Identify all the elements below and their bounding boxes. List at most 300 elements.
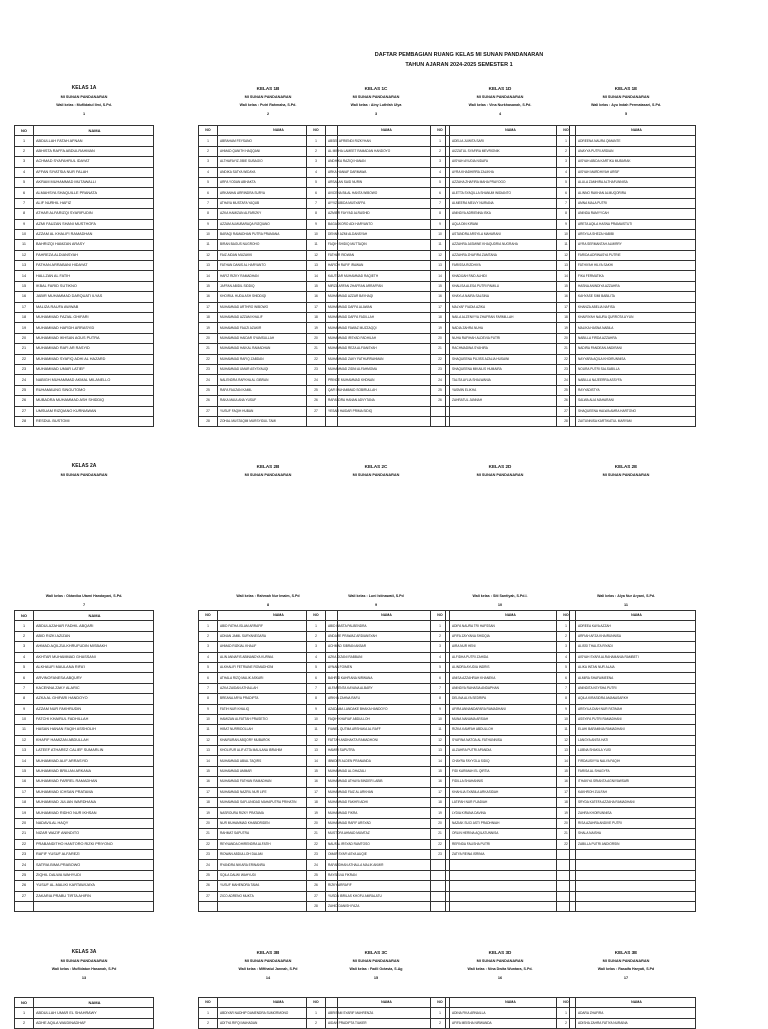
row-number [431, 870, 450, 880]
row-number: 2 [15, 1018, 34, 1028]
student-name: MUHAMMAD FATHAN RAMADHAN [218, 777, 338, 787]
table-row [307, 725, 446, 735]
row-number: 12 [199, 250, 218, 260]
student-name: ABDULLAH UMAR EL SHAHRAWY [34, 1008, 154, 1018]
table-row [431, 177, 570, 187]
student-name [576, 891, 696, 901]
table-row [307, 302, 446, 312]
student-name: AZMIER FAYYAD ALRASHID [326, 209, 446, 219]
table-row [307, 652, 446, 662]
table-row [15, 881, 154, 891]
row-number: 18 [431, 798, 450, 808]
student-name: MUHAMMAD UMAR LATIEF [34, 364, 154, 374]
class-heading [306, 84, 446, 125]
student-name: MUHAMMAD ALIF ARRASYID [34, 756, 154, 766]
class-name: KELAS 3D [488, 950, 512, 955]
row-number [431, 891, 450, 901]
table-row [307, 818, 446, 828]
row-number [431, 901, 450, 911]
table-row [557, 870, 696, 880]
row-number: 6 [15, 673, 34, 683]
column-header-nama: NAMA [218, 998, 338, 1008]
row-number: 7 [199, 683, 218, 693]
student-name: ASSYIFA PUTRI RAMADHANI [576, 714, 696, 724]
row-number: 1 [15, 1008, 34, 1018]
table-row [15, 344, 154, 354]
row-number: 18 [15, 798, 34, 808]
table-row [307, 829, 446, 839]
student-name: ANDIKA SATYA WIDAYA [218, 167, 338, 177]
student-name: HASNA ANINDIYA AZZAHRA [576, 281, 696, 291]
row-number: 8 [307, 209, 326, 219]
table-row [557, 323, 696, 333]
student-name: ZAKARIA PRABU TIRTA AHIFIN [34, 891, 154, 901]
row-number: 2 [431, 1018, 450, 1028]
row-number: 21 [431, 344, 450, 354]
student-name: BAGASKORO ADI HARYANTO [326, 219, 446, 229]
table-row [307, 756, 446, 766]
table-row [431, 870, 570, 880]
table-row [15, 725, 154, 735]
row-number: 19 [199, 323, 218, 333]
school-name: MI SUNAN PANDANARAN [352, 959, 400, 963]
row-number: 28 [307, 901, 326, 911]
student-name: FAIZ AIDAN MUZAKKI [218, 250, 338, 260]
table-row [431, 396, 570, 406]
student-name [450, 881, 570, 891]
student-name [450, 870, 570, 880]
table-row [431, 281, 570, 291]
class-block-kelas-3a [14, 948, 154, 1029]
table-row [307, 323, 446, 333]
student-name: NAZIAK SUCI ASTI PRADHNIAH [450, 818, 570, 828]
student-name: AFFAN SIYATSIA NUR FALAH [34, 167, 154, 177]
table-row [15, 385, 154, 395]
row-number: 25 [15, 385, 34, 395]
table-row [15, 250, 154, 260]
row-number: 5 [557, 662, 576, 672]
table-header-row [557, 611, 696, 621]
row-number: 19 [307, 808, 326, 818]
row-number: 8 [15, 209, 34, 219]
table-row [431, 209, 570, 219]
table-row [431, 901, 570, 911]
table-row [15, 364, 154, 374]
row-number: 16 [431, 777, 450, 787]
student-name: RAFA FAUZAN KAMIL [218, 385, 338, 395]
table-row [431, 219, 570, 229]
student-name [450, 860, 570, 870]
class-name: KELAS 2E [614, 464, 638, 469]
class-block-kelas-2c [306, 462, 446, 912]
table-row [557, 642, 696, 652]
student-name: ANISA AZZAHRAH KHANEKA [450, 673, 570, 683]
student-name: TALITA AYLIA SHALWANIA [450, 375, 570, 385]
student-name: RAFIF YUSUF ALFAREZI [34, 849, 154, 859]
table-row [15, 683, 154, 693]
student-name: AZZAHA ZHAFIRA MAHA PRAYOGO [450, 177, 570, 187]
school-name: MI SUNAN PANDANARAN [60, 959, 108, 963]
row-number [557, 891, 576, 901]
class-block-kelas-1e [556, 84, 696, 427]
school-name: MI SUNAN PANDANARAN [60, 95, 108, 99]
row-number: 19 [307, 323, 326, 333]
row-number: 2 [15, 631, 34, 641]
student-name: KACENNA ZAKY ALARIC [34, 683, 154, 693]
student-name: SHAQUEENA MIKAILIS HUMAIRA [450, 364, 570, 374]
table-row [307, 673, 446, 683]
student-name: MUHAMMAD SYAFIQ ADHI AL HAZARD [34, 354, 154, 364]
row-number: 10 [15, 714, 34, 724]
student-name: LYDIA KIRANA DAVINA [450, 808, 570, 818]
student-name: RACHMADINA SYAHIRA [450, 344, 570, 354]
student-name: MUHAMMAD IKHSAN AGUS PUTRA [34, 333, 154, 343]
student-name: YUSDA IBRILAS KHOFU AMRALATU [326, 891, 446, 901]
table-row [557, 756, 696, 766]
student-name: ANINDYA ADRIENNA ISKA [450, 209, 570, 219]
table-row [557, 416, 696, 426]
student-name: ABID FATHA ISLAM ARRAFIF [218, 621, 338, 631]
table-row [15, 777, 154, 787]
row-number: 22 [15, 839, 34, 849]
row-number: 17 [431, 787, 450, 797]
student-name: ALIF NURHIL HAFIZ [34, 198, 154, 208]
row-number: 5 [15, 177, 34, 187]
student-name: ADHE AQILA WAIDINADHAF [34, 1018, 154, 1028]
row-number: 22 [199, 354, 218, 364]
student-table [556, 610, 696, 912]
table-row [15, 652, 154, 662]
student-name: BAHRIZQI HAMZAN ARASY [34, 240, 154, 250]
table-row [557, 714, 696, 724]
table-row [15, 229, 154, 239]
column-header-nama: NAMA [218, 126, 338, 136]
student-name: MUHAMMAD RIDHO NUR IKHSAN [34, 808, 154, 818]
row-number: 3 [307, 642, 326, 652]
student-name: AMNA MALA PUTRI [576, 198, 696, 208]
table-row [557, 364, 696, 374]
student-table [306, 125, 446, 427]
student-name: NASROURA RIZKY PRATAMA [218, 808, 338, 818]
student-name [450, 891, 570, 901]
student-name: ANAYYA PUTRI ARDIAN [576, 146, 696, 156]
row-number: 2 [307, 1018, 326, 1028]
row-number: 20 [431, 818, 450, 828]
row-number: 17 [199, 302, 218, 312]
row-number: 19 [15, 323, 34, 333]
table-row [431, 333, 570, 343]
table-row [307, 777, 446, 787]
row-number: 22 [557, 839, 576, 849]
table-row [307, 1008, 446, 1018]
class-name: KELAS 3C [364, 950, 388, 955]
student-name: DELINA ALYA SEDRIPA [450, 694, 570, 704]
student-name: ALFIDHA PUTRI ZAHIDA [450, 652, 570, 662]
student-name: AZKA DIZANI RABBANI [326, 652, 446, 662]
table-row [431, 146, 570, 156]
row-number: 5 [431, 662, 450, 672]
student-name: ANDHIKA RAZIQI HANAN [326, 157, 446, 167]
table-header-row [557, 126, 696, 136]
student-name: MUHAMMAD HAFIDH ARRASYID [34, 323, 154, 333]
row-number: 17 [15, 787, 34, 797]
row-number: 17 [431, 302, 450, 312]
table-row [307, 870, 446, 880]
row-number: 6 [431, 673, 450, 683]
table-row [431, 188, 570, 198]
row-number: 9 [15, 219, 34, 229]
student-name: ADREENA NAURA QIMANTE [576, 136, 696, 146]
student-name: AFIRA ANNANDAFARA RAMADHANI [450, 704, 570, 714]
row-number: 23 [431, 364, 450, 374]
student-name: RAYYADISTYA [576, 385, 696, 395]
class-name: KELAS 2B [256, 464, 280, 469]
student-name: NADIA ZAHRA NUHA [450, 323, 570, 333]
column-header-no: NO [199, 126, 218, 136]
class-name: KELAS 1D [488, 86, 512, 91]
row-number: 18 [307, 313, 326, 323]
table-row [557, 292, 696, 302]
student-name: ZABILLA PUTRI ANDIORSIN [576, 839, 696, 849]
row-number: 13 [557, 261, 576, 271]
student-table [306, 997, 446, 1029]
table-row [557, 849, 696, 859]
student-name: REFINDA FALISHA PUTRI [450, 839, 570, 849]
student-name: MUHAMMAD HAIDAR SYAMSULLAH [218, 333, 338, 343]
table-row [307, 1018, 446, 1028]
row-number: 1 [431, 621, 450, 631]
student-name [450, 901, 570, 911]
row-number: 8 [199, 209, 218, 219]
table-row [307, 354, 446, 364]
student-name: NUHA RAFIHAH ALDEVIA PUTRI [450, 333, 570, 343]
row-number: 27 [199, 891, 218, 901]
spacer [306, 479, 446, 592]
student-name: LATEEF ATHAREZ CALIEF SUMARLIN [34, 746, 154, 756]
table-header-row [307, 611, 446, 621]
table-row [307, 766, 446, 776]
row-number: 2 [557, 1018, 576, 1028]
table-row [307, 364, 446, 374]
student-name: FATHAN DANIS AL HARYANTO [218, 261, 338, 271]
table-row [307, 250, 446, 260]
table-row [557, 881, 696, 891]
student-name: AISYAH SYAFA ALRAHAMANIA RAMBETI [576, 652, 696, 662]
student-name: ZAHRATUL JANNAH [450, 396, 570, 406]
column-header-no: NO [557, 126, 576, 136]
table-row [307, 271, 446, 281]
student-name: SATRIA BIMA PRABOWO [34, 860, 154, 870]
student-name: MUHAMMAD JULIAN WARDHANA [34, 798, 154, 808]
student-name: FATHAR RIDWAN [326, 250, 446, 260]
table-row [307, 146, 446, 156]
row-number: 15 [307, 766, 326, 776]
row-number: 20 [199, 333, 218, 343]
row-number: 16 [199, 292, 218, 302]
table-row [15, 1018, 154, 1028]
row-number: 6 [199, 673, 218, 683]
student-name: MUHAMMAD ICHSAN PRATAMA [34, 787, 154, 797]
table-row [557, 250, 696, 260]
student-name: SYAFINA NATOA AL FATHUNNISA [450, 735, 570, 745]
row-number: 18 [431, 313, 450, 323]
table-row [307, 881, 446, 891]
student-name: KHANZA ABELIA NAFISA [576, 302, 696, 312]
row-number: 1 [557, 136, 576, 146]
column-header-no: NO [431, 611, 450, 621]
row-number: 9 [307, 704, 326, 714]
table-row [15, 766, 154, 776]
row-number: 21 [557, 344, 576, 354]
student-name [34, 901, 154, 911]
row-number: 9 [557, 704, 576, 714]
student-name: HALLZAN AL FATIH [34, 271, 154, 281]
row-number: 20 [15, 333, 34, 343]
student-name: FIRDAUSIYYA NALYA FAQIH [576, 756, 696, 766]
row-number: 22 [15, 354, 34, 364]
homeroom-teacher: Wali kelas : Rasaifa Haryati, S.Pd [597, 967, 655, 971]
row-number: 26 [307, 881, 326, 891]
student-name: MUHAMMAD ZAKY FATHURRAHMAN [326, 354, 446, 364]
table-row [431, 292, 570, 302]
row-number: 11 [557, 725, 576, 735]
table-row [557, 673, 696, 683]
row-number: 18 [557, 798, 576, 808]
student-name: ABRAHAM FEYSANO [218, 136, 338, 146]
class-block-kelas-2d [430, 462, 570, 912]
row-number: 1 [557, 1008, 576, 1018]
row-number: 2 [307, 631, 326, 641]
row-number: 21 [557, 829, 576, 839]
class-name: KELAS 3B [256, 950, 280, 955]
table-row [431, 725, 570, 735]
student-name: MUHAMMAD UMAR ASYSYAUQI [218, 364, 338, 374]
student-name: NADIRA PANDEAN ANDIRANI [576, 344, 696, 354]
student-name: AZMI FAUZAN SHANI MUSTHOFA [34, 219, 154, 229]
student-name: NALENDRA RAFKHA AL GIBRAN [218, 375, 338, 385]
table-row [307, 901, 446, 911]
row-number: 4 [199, 652, 218, 662]
student-name: MUHAMMAD AZZAR BAYHAQI [326, 292, 446, 302]
row-number: 9 [431, 219, 450, 229]
student-name: RAFARDHAN ATHALLA MALIK AKMIR [326, 860, 446, 870]
table-row [431, 642, 570, 652]
student-table [14, 125, 154, 427]
student-name: AZZAM NUR FAKHRUDIN [34, 704, 154, 714]
table-row [307, 839, 446, 849]
student-name [326, 416, 446, 426]
row-number: 11 [15, 240, 34, 250]
student-name: ABRISAM SYARIF MAHRENZA [326, 1008, 446, 1018]
table-row [307, 406, 446, 416]
table-row [307, 261, 446, 271]
row-number: 2 [557, 146, 576, 156]
row-number: 1 [199, 1008, 218, 1018]
student-name: ABDULLAH FATAH AFNAN [34, 136, 154, 146]
student-name: YUSUF MAHENDRA TAMA [218, 881, 338, 891]
student-name: MUHAMMAD BRILIAN ARKANA [34, 766, 154, 776]
row-number: 14 [199, 756, 218, 766]
student-name: MUHAMMAD FAUZI AZAKIR [218, 323, 338, 333]
table-row [15, 375, 154, 385]
row-number: 4 [557, 652, 576, 662]
row-number: 21 [199, 344, 218, 354]
table-row [557, 313, 696, 323]
student-name: ANINDITA KEYSHA PUTRI [576, 683, 696, 693]
room-number: 1 [82, 112, 86, 116]
row-number: 22 [199, 839, 218, 849]
row-number: 20 [199, 818, 218, 828]
student-name: KHAIRIYAH NAURA QURROTA A'YUN [576, 313, 696, 323]
school-name: MI SUNAN PANDANARAN [602, 473, 650, 477]
row-number: 16 [557, 777, 576, 787]
column-header-no: NO [431, 126, 450, 136]
student-name: ZAITUNNISA KARTIKATUL MARYAM [576, 416, 696, 426]
student-name [576, 870, 696, 880]
row-number: 28 [15, 416, 34, 426]
student-name: AZZAM AL KHALIFI RAMADHAN [34, 229, 154, 239]
row-number: 1 [431, 1008, 450, 1018]
column-header-nama: NAMA [576, 998, 696, 1008]
student-name: MUHAMMAD ABIAL TAQIRS [218, 756, 338, 766]
student-name: YASMIN ELIKHA [450, 385, 570, 395]
student-name: FAQIH SHIDIQ MUTTAQIN [326, 240, 446, 250]
student-name: AHMAD QANITH HAQQANI [218, 146, 338, 156]
table-row [557, 157, 696, 167]
table-row [557, 240, 696, 250]
student-name: ALMAHSYA SHAQUILLE PRANATA [34, 188, 154, 198]
row-number: 21 [15, 344, 34, 354]
row-number: 11 [199, 240, 218, 250]
row-number: 9 [15, 704, 34, 714]
row-number: 26 [307, 396, 326, 406]
row-number: 1 [15, 621, 34, 631]
row-number: 19 [557, 808, 576, 818]
row-number: 6 [199, 188, 218, 198]
row-number: 11 [307, 240, 326, 250]
student-name: KHOLIFUR ALIF ATTA MAULANA IBRAHIM [218, 746, 338, 756]
student-name: MALYAF FIADIA AZIKA [450, 302, 570, 312]
student-table [430, 997, 570, 1029]
row-number: 24 [557, 375, 576, 385]
row-number: 13 [15, 746, 34, 756]
class-name: KELAS 1B [256, 86, 280, 91]
class-heading [14, 462, 154, 610]
table-row [431, 714, 570, 724]
table-row [15, 177, 154, 187]
class-block-kelas-2e [556, 462, 696, 912]
school-name: MI SUNAN PANDANARAN [244, 959, 292, 963]
column-header-nama: NAMA [326, 126, 446, 136]
student-name: RISA AZAHRA ANDIVE PUTRI [576, 818, 696, 828]
student-name: FIANEL QUTMA ARSHAKA AL RAFF [326, 725, 446, 735]
student-name: SHALA NAISHA [576, 829, 696, 839]
row-number: 12 [199, 735, 218, 745]
table-row [15, 735, 154, 745]
student-name: AIRA NUR HENI [450, 642, 570, 652]
student-name: MUHAMMAD ATHAYA BINDER LABIB [326, 777, 446, 787]
table-row [431, 829, 570, 839]
table-row [431, 683, 570, 693]
table-row [431, 198, 570, 208]
student-name: RAYSELVA FIKRAN [326, 870, 446, 880]
row-number: 10 [199, 229, 218, 239]
row-number: 14 [557, 271, 576, 281]
table-row [557, 177, 696, 187]
student-name: YUSUF AL-MALIKI KARTAWIJAYA [34, 881, 154, 891]
student-name: ATHAYA MUSTAFA YAQUB [218, 198, 338, 208]
table-row [431, 777, 570, 787]
